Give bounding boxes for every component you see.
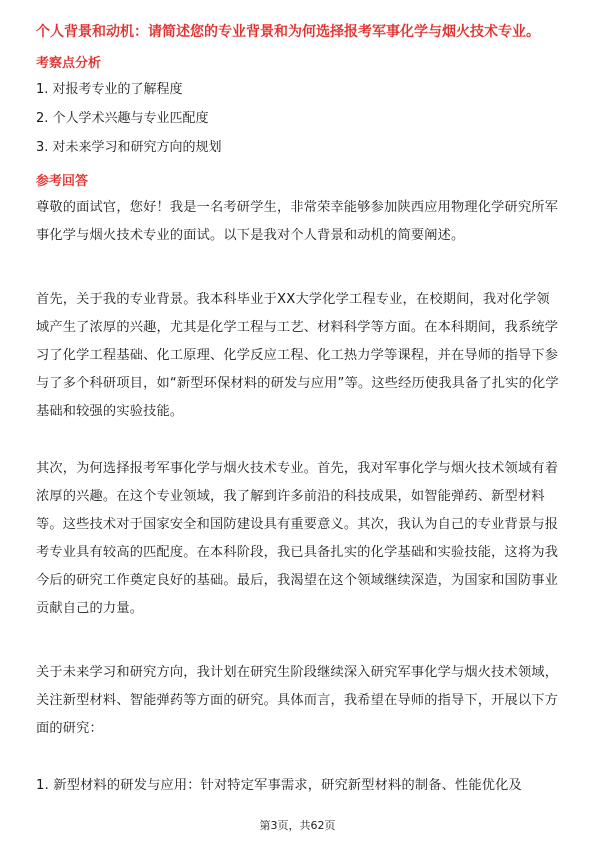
answer-list-item: 1. 新型材料的研发与应用：针对特定军事需求，研究新型材料的制备、性能优化及 [36,778,522,793]
answer-paragraph: 首先，关于我的专业背景。我本科毕业于XX大学化学工程专业，在校期间，我对化学领域产生了浓厚的兴趣，尤其是化学工程与工艺、材料科学等方面。在本科期间，我系统学习了化学工程基础、化工原理、化学反应工程、化工热力学等课程，并在导师的指导下参与了多个科研项目，如“新型环保材料的研发与应用”等。这些经历使我具备了扎实的化学基础和较强的实验技能。 [36,292,559,419]
analysis-heading: 考察点分析 [36,56,102,71]
analysis-point: 2. 个人学术兴趣与专业匹配度 [36,111,209,126]
answer-heading: 参考回答 [36,174,89,189]
analysis-point: 1. 对报考专业的了解程度 [36,82,183,97]
question-heading: 个人背景和动机：请简述您的专业背景和为何选择报考军事化学与烟火技术专业。 [36,24,540,40]
answer-paragraph: 其次，为何选择报考军事化学与烟火技术专业。首先，我对军事化学与烟火技术领域有着浓厚的兴趣。在这个专业领域，我了解到许多前沿的科技成果，如智能弹药、新型材料等。这些技术对于国家安全和国防建设具有重要意义。其次，我认为自己的专业背景与报考专业具有较高的匹配度。在本科阶段，我已具备扎实的化学基础和实验技能，这将为我今后的研究工作奠定良好的基础。最后，我渴望在这个领域继续深造，为国家和国防事业贡献自己的力量。 [36,461,559,616]
page-number: 第3页，共62页 [259,819,336,832]
answer-paragraph: 尊敬的面试官，您好！我是一名考研学生，非常荣幸能够参加陕西应用物理化学研究所军事化学与烟火技术专业的面试。以下是我对个人背景和动机的简要阐述。 [36,200,559,243]
analysis-point: 3. 对未来学习和研究方向的规划 [36,140,222,155]
answer-paragraph: 关于未来学习和研究方向，我计划在研究生阶段继续深入研究军事化学与烟火技术领域，关注新型材料、智能弹药等方面的研究。具体而言，我希望在导师的指导下，开展以下方面的研究： [36,665,559,736]
